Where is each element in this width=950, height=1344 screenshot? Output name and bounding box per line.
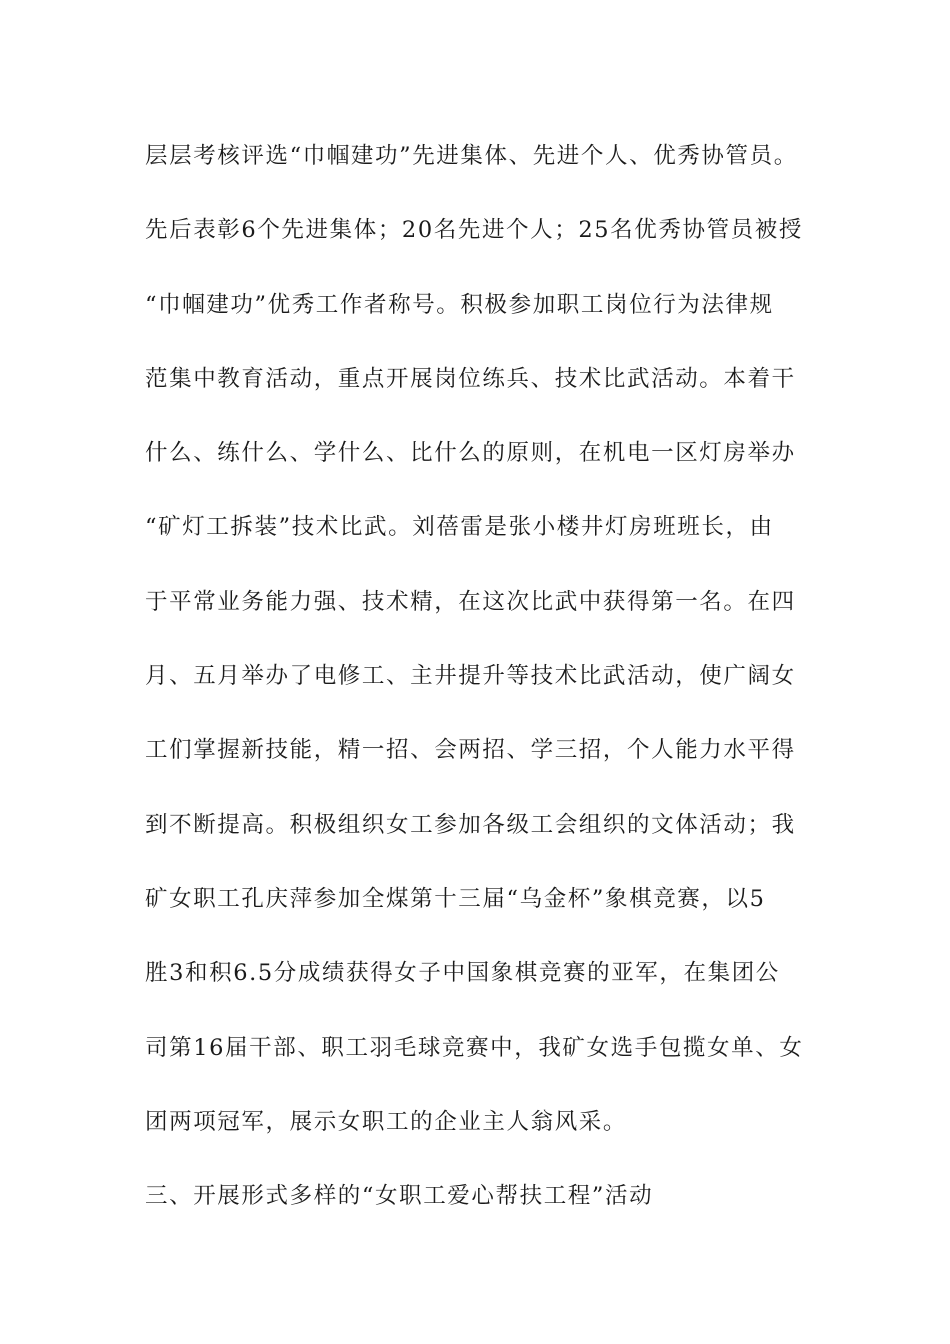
- text-line-10: 到不断提高。积极组织女工参加各级工会组织的文体活动；我: [145, 811, 796, 838]
- text-line-14: 团两项冠军，展示女职工的企业主人翁风采。: [145, 1108, 628, 1135]
- text-line-2: 先后表彰6个先进集体；20名先进个人；25名优秀协管员被授: [145, 217, 803, 244]
- text-line-1: 层层考核评选“巾帼建功”先进集体、先进个人、优秀协管员。: [145, 143, 798, 169]
- body-text: [145, 131, 835, 1245]
- text-line-9: 工们掌握新技能，精一招、会两招、学三招，个人能力水平得: [145, 737, 796, 764]
- text-line-12: 胜3和积6.5分成绩获得女子中国象棋竞赛的亚军，在集团公: [145, 960, 780, 987]
- text-line-11: 矿女职工孔庆萍参加全煤第十三届“乌金杯”象棋竞赛，以5: [145, 885, 766, 912]
- text-line-6: “矿灯工拆装”技术比武。刘蓓雷是张小楼井灯房班班长，由: [145, 514, 774, 541]
- text-line-8: 月、五月举办了电修工、主井提升等技术比武活动，使广阔女: [145, 663, 796, 690]
- text-line-5: 什么、练什么、学什么、比什么的原则，在机电一区灯房举办: [145, 440, 796, 467]
- text-line-4: 范集中教育活动，重点开展岗位练兵、技术比武活动。本着干: [145, 365, 796, 392]
- text-line-13: 司第16届干部、职工羽毛球竞赛中，我矿女选手包揽女单、女: [145, 1034, 804, 1061]
- text-line-3: “巾帼建功”优秀工作者称号。积极参加职工岗位行为法律规: [145, 291, 774, 318]
- text-line-7: 于平常业务能力强、技术精，在这次比武中获得第一名。在四: [145, 588, 796, 615]
- section-heading: 三、开展形式多样的“女职工爱心帮扶工程”活动: [145, 1183, 654, 1210]
